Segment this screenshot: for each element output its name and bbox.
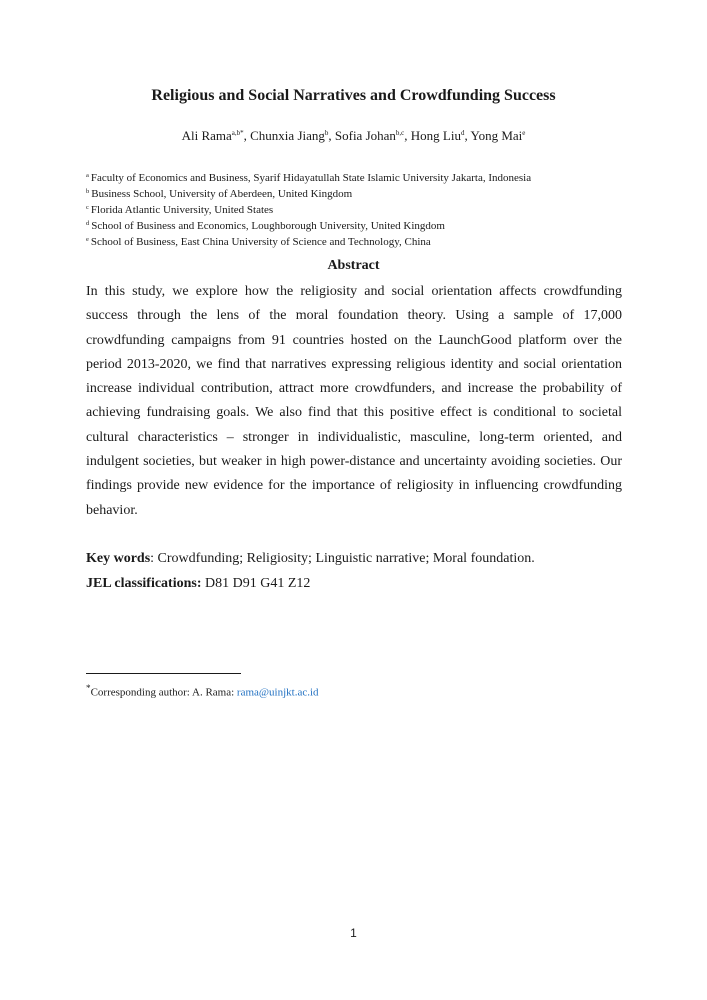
abstract-text: In this study, we explore how the religiosity and social orientation affects crowdfunding success through the lens of the moral foundation theory. Using a sample of 17,000 crowdfunding campaigns from 91 countries hosted on the LaunchGood platform over the period 2013-2020, we find that narratives expressing religious identity and social orientation increase individual contribution, attract more crowdfunders, and increase the probability of achieving fundraising goals. We also find that this positive effect is conditional to societal cultural characteristics – stronger in individualistic, masculine, long-term oriented, and indulgent societies, but weaker in high power-distance and uncertainty avoiding societies. Our findings provide new evidence for the importance of religiosity in influencing crowdfunding behavior. — [86, 284, 622, 518]
author-separator: , — [404, 128, 411, 143]
affiliation-text: School of Business and Economics, Loughborough University, United Kingdom — [91, 220, 445, 232]
jel-text: D81 D91 G41 Z12 — [201, 576, 311, 591]
affiliation-mark: d — [86, 220, 90, 227]
jel-label: JEL classifications: — [86, 576, 202, 591]
author-affiliation-mark: e — [522, 129, 526, 137]
author-name: Hong Liu — [410, 128, 461, 143]
keywords-line — [86, 551, 535, 567]
author-name: Ali Rama — [181, 128, 232, 143]
author-separator: , — [464, 128, 471, 143]
affiliation-text: Faculty of Economics and Business, Syarif Hidayatullah State Islamic University Jakarta, Indonesia — [90, 172, 532, 184]
author-list — [0, 128, 707, 144]
author-affiliation-mark: a,b* — [231, 129, 244, 137]
affiliation-mark: a — [86, 172, 89, 179]
affiliation-item — [86, 217, 626, 233]
jel-line — [86, 576, 310, 592]
author-name: Yong Mai — [470, 128, 523, 143]
affiliation-text: Florida Atlantic University, United States — [90, 204, 274, 216]
affiliation-list — [86, 169, 626, 249]
affiliation-text: Business School, University of Aberdeen, United Kingdom — [91, 188, 353, 200]
author-name: Chunxia Jiang — [250, 128, 325, 143]
affiliation-item — [86, 169, 626, 185]
affiliation-item — [86, 233, 626, 249]
affiliation-mark: b — [86, 188, 90, 195]
author-affiliation-mark: b — [324, 129, 329, 137]
footnote-text: Corresponding author: A. Rama: — [90, 686, 237, 699]
footnote-mark: * — [86, 683, 91, 693]
author-separator: , — [243, 128, 251, 143]
abstract-heading: Abstract — [327, 258, 380, 273]
page-number: 1 — [350, 926, 357, 940]
keywords-label: Key words — [86, 551, 151, 566]
author-separator: , — [328, 128, 335, 143]
paper-title: Religious and Social Narratives and Crowdfunding Success — [151, 87, 556, 104]
affiliation-mark: e — [86, 236, 89, 243]
author-affiliation-mark: b,c — [395, 129, 405, 137]
affiliation-mark: c — [86, 204, 89, 211]
author-name: Sofia Johan — [334, 128, 396, 143]
footnote-divider — [86, 673, 241, 674]
keywords-text: : Crowdfunding; Religiosity; Linguistic narrative; Moral foundation. — [150, 551, 535, 566]
corresponding-email-link[interactable]: rama@uinjkt.ac.id — [236, 686, 319, 699]
affiliation-item — [86, 185, 626, 201]
affiliation-text: School of Business, East China University of Science and Technology, China — [90, 236, 431, 248]
author-affiliation-mark: d — [460, 129, 465, 137]
footnote — [86, 683, 319, 699]
affiliation-item — [86, 201, 626, 217]
